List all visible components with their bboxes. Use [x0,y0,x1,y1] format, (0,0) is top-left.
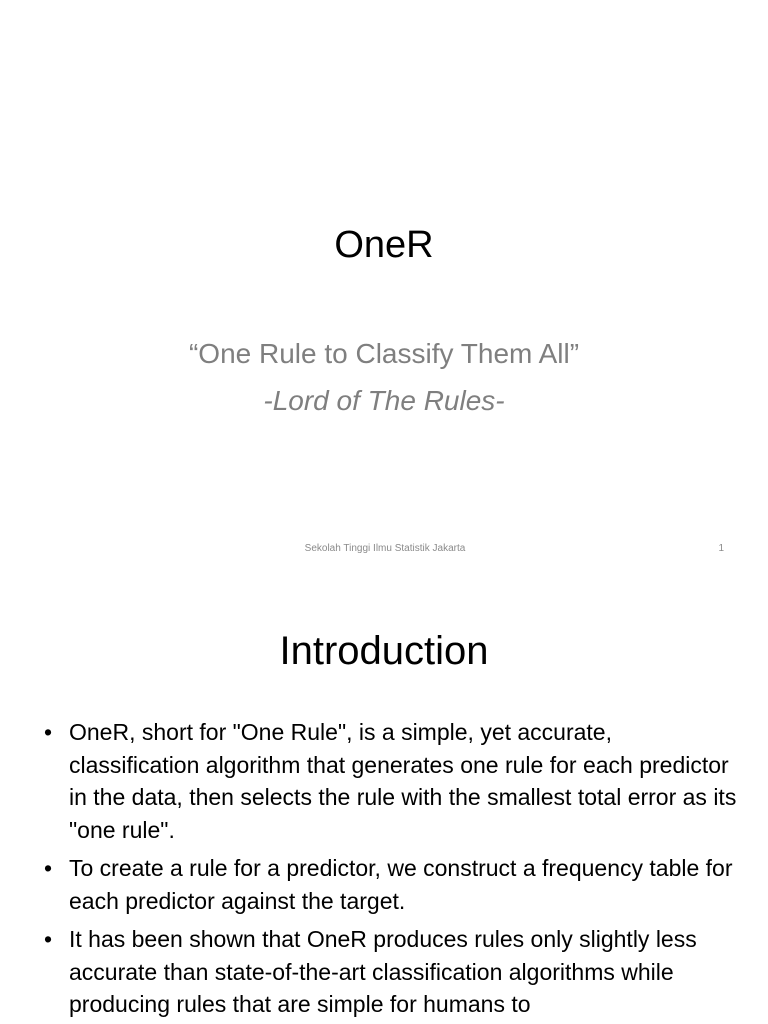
bullet-item [44,923,744,1021]
slide-title: Introduction [279,629,489,673]
slide-subtitle-attribution: -Lord of The Rules- [263,385,505,416]
bullet-text: To create a rule for a predictor, we construct a frequency table for each predictor against the target. [69,855,733,914]
bullet-item [44,852,744,917]
bullet-text: It has been shown that OneR produces rules only slightly less accurate than state-of-the-art classification algorithms while producing rules that are simple for humans to [69,926,697,1017]
slide-2 [0,576,768,1024]
slide-subtitle-quote: “One Rule to Classify Them All” [188,338,580,369]
bullet-marker: • [44,719,53,745]
bullet-marker: • [44,855,53,881]
bullet-text: OneR, short for "One Rule", is a simple, yet accurate, classification algorithm that generates one rule for each predictor in the data, then selects the rule with the smallest total error as its "one rule". [69,719,737,843]
slide-page-number: 1 [718,543,724,554]
slide-footer: Sekolah Tinggi Ilmu Statistik Jakarta [304,543,466,554]
bullet-list [44,716,744,1024]
slide-title: OneR [334,224,434,266]
bullet-marker: • [44,926,53,952]
bullet-item [44,716,744,846]
